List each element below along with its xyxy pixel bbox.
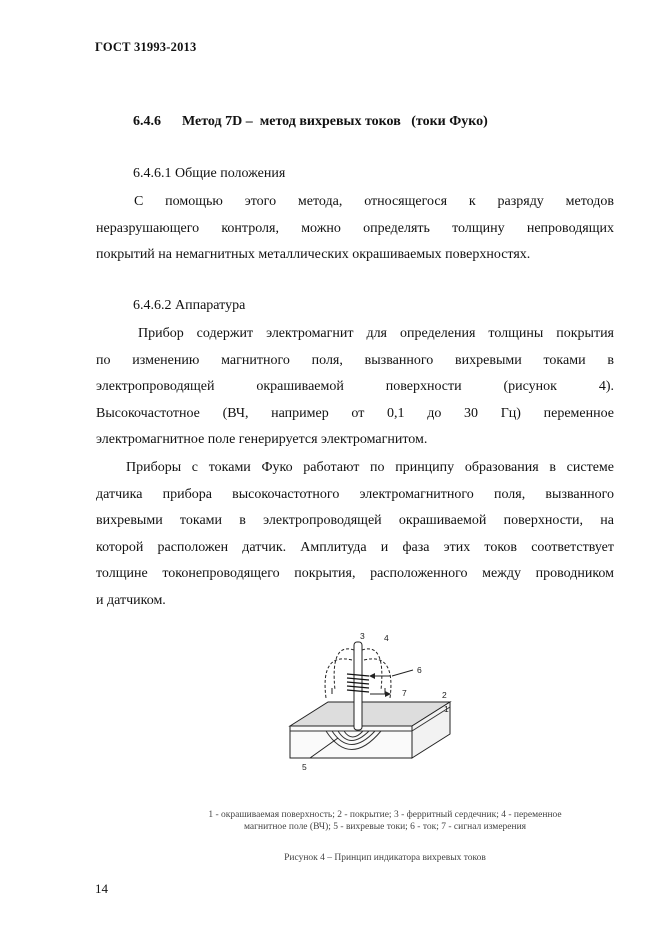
text-line: Приборы с токами Фуко работают по принципу образования в системе <box>126 460 614 475</box>
ferrite-core <box>354 642 362 730</box>
label-4: 4 <box>384 633 389 643</box>
subsection-heading-apparatus: 6.4.6.2 Аппаратура <box>133 298 246 313</box>
text-line: датчика прибора высокочастотного электромагнитного поля, вызванного <box>96 486 614 502</box>
page-number: 14 <box>95 881 108 896</box>
paragraph-general <box>96 189 614 269</box>
text-line: электромагнитное поле генерируется электромагнитом. <box>96 432 428 448</box>
text-line: по изменению магнитного поля, вызванного вихревыми токами в <box>96 352 614 368</box>
eddy-current-diagram <box>280 630 455 780</box>
text-line: Прибор содержит электромагнит для определения толщины покрытия <box>138 326 614 341</box>
figure-legend <box>150 809 620 833</box>
text-line: С помощью этого метода, относящегося к разряду методов <box>134 194 614 209</box>
section-title: 6.4.6 Метод 7D – метод вихревых токов (токи Фуко) <box>133 114 488 129</box>
label-5: 5 <box>302 762 307 772</box>
text-line: толщине токонепроводящего покрытия, расположенного между проводником <box>96 566 614 582</box>
text-line: которой расположен датчик. Амплитуда и фаза этих токов соответствует <box>96 539 614 555</box>
text-line: электропроводящей окрашиваемой поверхности (рисунок 4). <box>96 379 614 395</box>
document-header: ГОСТ 31993-2013 <box>95 40 197 54</box>
legend-line: магнитное поле (ВЧ); 5 - вихревые токи; 6 - ток; 7 - сигнал измерения <box>243 822 527 832</box>
figure-caption: Рисунок 4 – Принцип индикатора вихревых токов <box>284 853 486 863</box>
paragraph-apparatus-2 <box>96 455 614 615</box>
label-2: 2 <box>442 690 447 700</box>
label-7: 7 <box>402 688 407 698</box>
subsection-heading-general: 6.4.6.1 Общие положения <box>133 166 286 181</box>
text-line: и датчиком. <box>96 592 166 608</box>
text-line: Высокочастотное (ВЧ, например от 0,1 до 30 Гц) переменное <box>96 405 614 421</box>
text-line: неразрушающего контроля, можно определять толщину непроводящих <box>96 220 614 236</box>
legend-line: 1 - окрашиваемая поверхность; 2 - покрытие; 3 - ферритный сердечник; 4 - переменное <box>208 810 562 820</box>
paragraph-apparatus-1 <box>96 321 614 454</box>
label-3: 3 <box>360 631 365 641</box>
text-line: покрытий на немагнитных металлических окрашиваемых поверхностях. <box>96 247 531 263</box>
label-1: 1 <box>444 704 449 714</box>
label-6: 6 <box>417 665 422 675</box>
text-line: вихревыми токами в электропроводящей окрашиваемой поверхности, на <box>96 513 614 529</box>
